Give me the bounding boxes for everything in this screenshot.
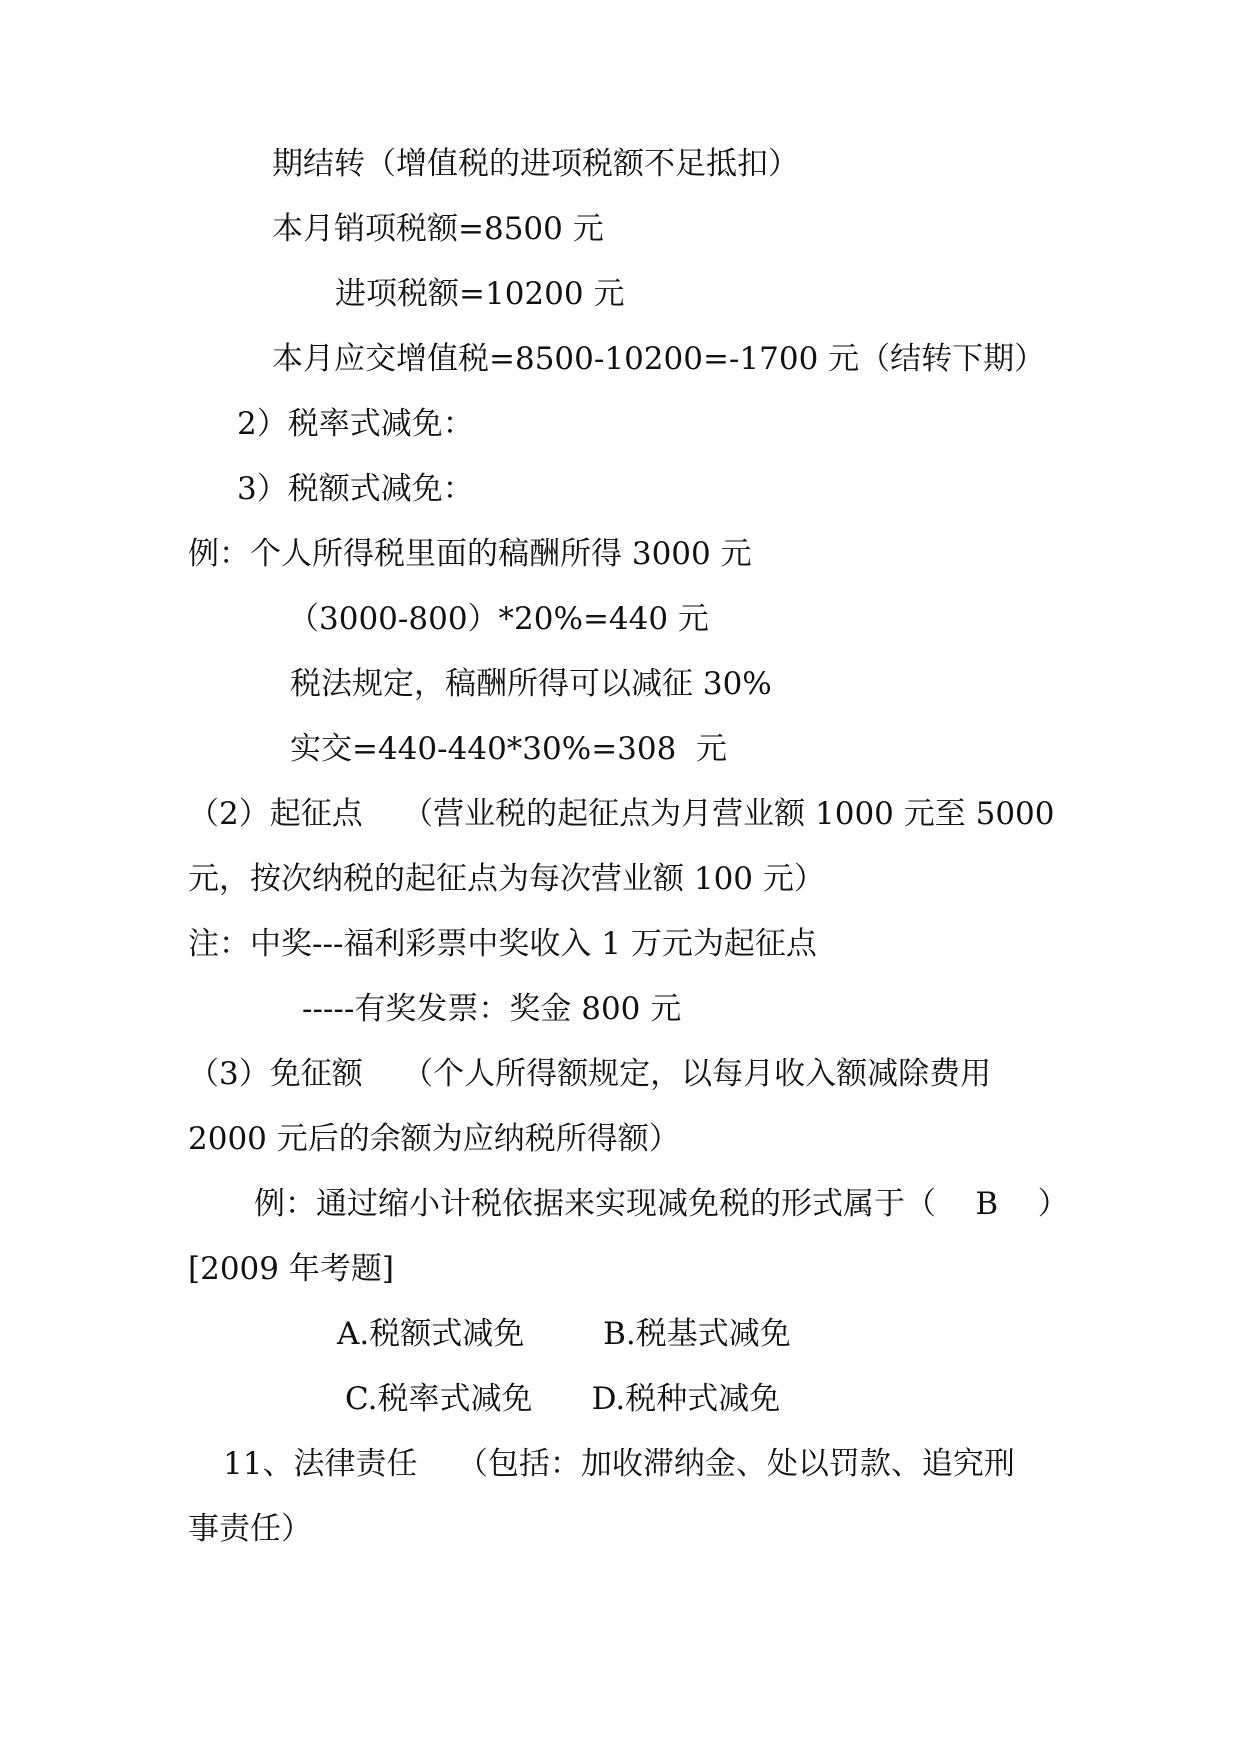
text-line: 例：通过缩小计税依据来实现减免税的形式属于（ B ） <box>254 1186 1069 1222</box>
text-line: 注：中奖---福利彩票中奖收入 1 万元为起征点 <box>188 926 817 962</box>
text-line: C.税率式减免 D.税种式减免 <box>345 1381 781 1417</box>
text-line: 实交=440-440*30%=308 元 <box>290 731 728 767</box>
text-line: （3）免征额 （个人所得额规定，以每月收入额减除费用 <box>188 1056 992 1092</box>
text-line: -----有奖发票：奖金 800 元 <box>302 991 682 1027</box>
text-line: 2）税率式减免： <box>237 406 474 442</box>
text-line: [2009 年考题] <box>188 1251 394 1287</box>
text-line: （3000-800）*20%=440 元 <box>288 601 709 637</box>
text-line: 进项税额=10200 元 <box>335 276 625 312</box>
text-line: 元，按次纳税的起征点为每次营业额 100 元） <box>188 861 825 897</box>
text-line: 11、法律责任 （包括：加收滞纳金、处以罚款、追究刑 <box>223 1446 1015 1482</box>
text-line: A.税额式减免 B.税基式减免 <box>337 1316 791 1352</box>
text-line: 本月应交增值税=8500-10200=-1700 元（结转下期） <box>272 341 1046 377</box>
text-line: 例：个人所得税里面的稿酬所得 3000 元 <box>188 536 752 572</box>
text-line: 3）税额式减免： <box>237 471 474 507</box>
text-line: 期结转（增值税的进项税额不足抵扣） <box>272 146 799 182</box>
text-line: 2000 元后的余额为应纳税所得额） <box>188 1121 680 1157</box>
text-line: （2）起征点 （营业税的起征点为月营业额 1000 元至 5000 <box>188 796 1055 832</box>
text-line: 事责任） <box>188 1511 312 1547</box>
text-line: 本月销项税额=8500 元 <box>272 211 604 247</box>
text-line: 税法规定，稿酬所得可以减征 30% <box>290 666 772 702</box>
